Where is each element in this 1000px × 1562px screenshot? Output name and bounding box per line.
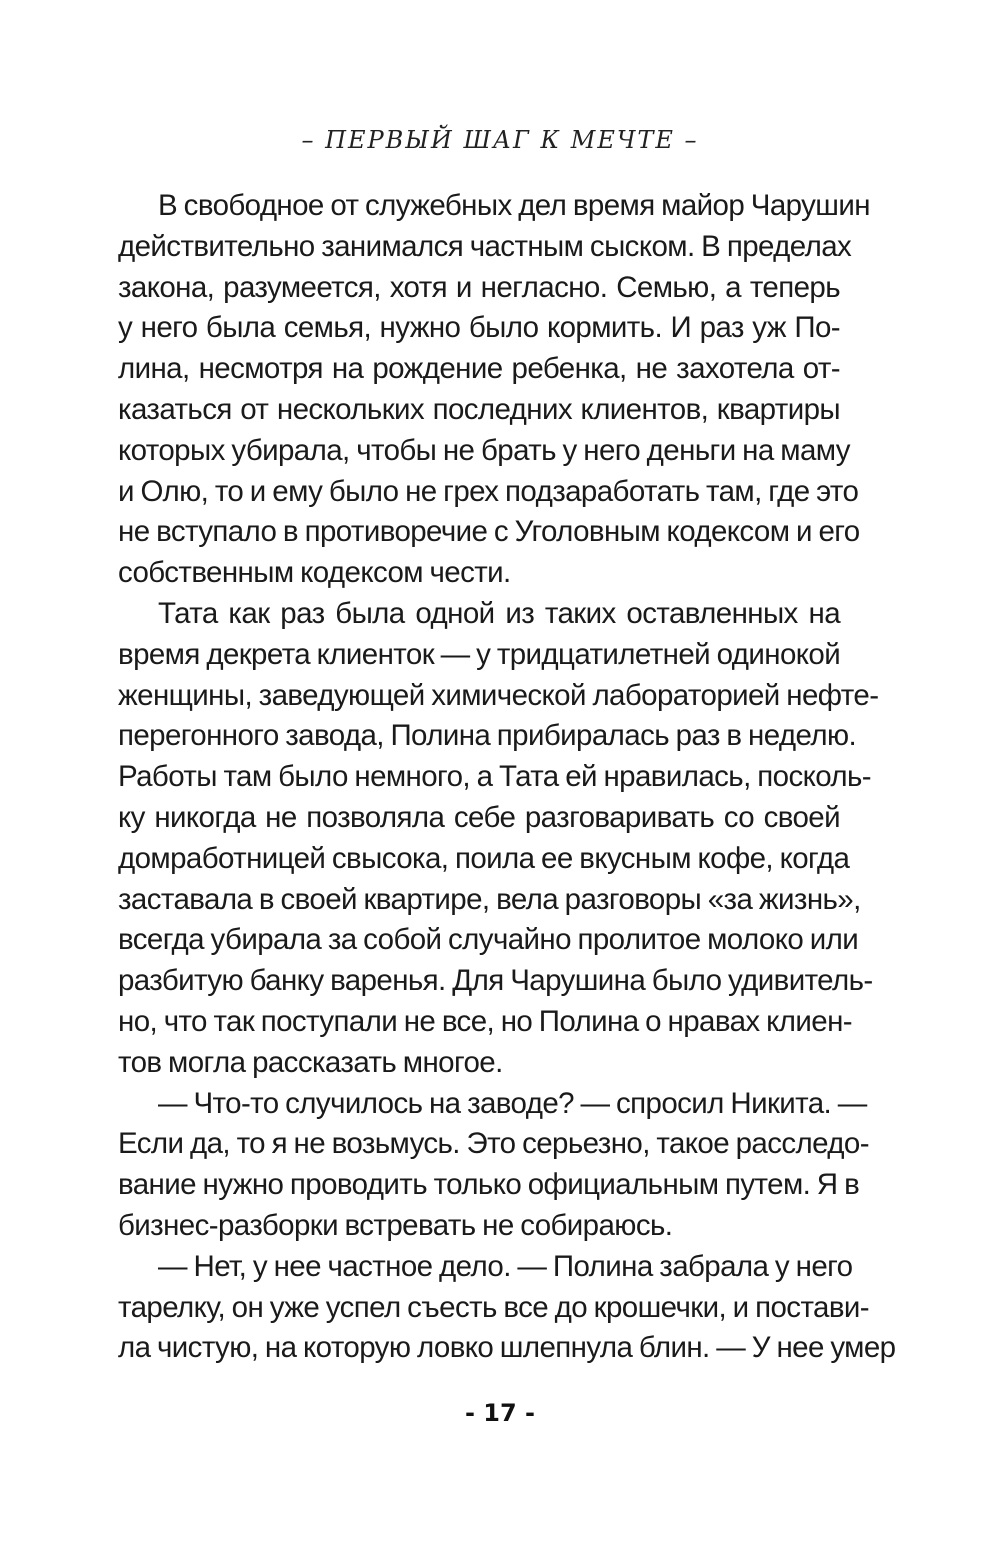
page-number: - 17 - (464, 1399, 536, 1427)
text-line: Работы там было немного, а Тата ей нравилась, посколь- (118, 760, 872, 794)
text-line: действительно занимался частным сыском. В пределах (118, 229, 852, 263)
text-line: тарелку, он уже успел съесть все до крошечки, и постави- (118, 1290, 870, 1324)
text-line: заставала в своей квартире, вела разговоры «за жизнь», (118, 882, 861, 916)
paragraph (118, 1084, 869, 1247)
text-line: не вступало в противоречие с Уголовным кодексом и его (118, 515, 860, 549)
text-line: бизнес-разборки встревать не собираюсь. (118, 1208, 673, 1242)
text-line: — Нет, у нее частное дело. — Полина забрала у него (158, 1249, 853, 1283)
text-line: ку никогда не позволяла себе разговаривать со своей (118, 800, 840, 834)
text-line: вание нужно проводить только официальным путем. Я в (118, 1168, 860, 1202)
body-text (118, 186, 896, 1369)
text-line: домработницей свысока, поила ее вкусным кофе, когда (118, 841, 850, 875)
text-line: женщины, заведующей химической лабораторией нефте- (118, 678, 879, 712)
paragraph (118, 186, 870, 594)
text-line: закона, разумеется, хотя и негласно. Семью, а теперь (118, 270, 840, 304)
text-line: собственным кодексом чести. (118, 556, 511, 590)
text-line: всегда убирала за собой случайно пролитое молоко или (118, 923, 859, 957)
text-line: тов могла рассказать многое. (118, 1045, 503, 1079)
text-line: и Олю, то и ему было не грех подзаработать там, где это (118, 474, 859, 508)
running-head: – ПЕРВЫЙ ШАГ К МЕЧТЕ – (301, 126, 699, 154)
text-line: лина, несмотря на рождение ребенка, не захотела от- (118, 352, 840, 386)
text-line: перегонного завода, Полина прибиралась раз в неделю. (118, 719, 857, 753)
paragraph (118, 1247, 896, 1369)
text-line: казаться от нескольких последних клиентов, квартиры (118, 392, 840, 426)
text-line: ла чистую, на которую ловко шлепнула блин. — У нее умер (118, 1331, 896, 1365)
text-line: Тата как раз была одной из таких оставленных на (158, 596, 840, 630)
text-line: В свободное от служебных дел время майор Чарушин (158, 189, 870, 222)
text-line: — Что-то случилось на заводе? — спросил Никита. — (158, 1086, 867, 1120)
text-line: но, что так поступали не все, но Полина о нравах клиен- (118, 1004, 852, 1038)
text-line: разбитую банку варенья. Для Чарушина было удивитель- (118, 964, 873, 998)
paragraph (118, 594, 879, 1084)
text-line: время декрета клиенток — у тридцатилетней одинокой (118, 637, 841, 671)
text-line: у него была семья, нужно было кормить. И раз уж По- (118, 311, 840, 345)
text-line: которых убирала, чтобы не брать у него деньги на маму (118, 433, 850, 467)
text-line: Если да, то я не возьмусь. Это серьезно, такое расследо- (118, 1127, 869, 1161)
